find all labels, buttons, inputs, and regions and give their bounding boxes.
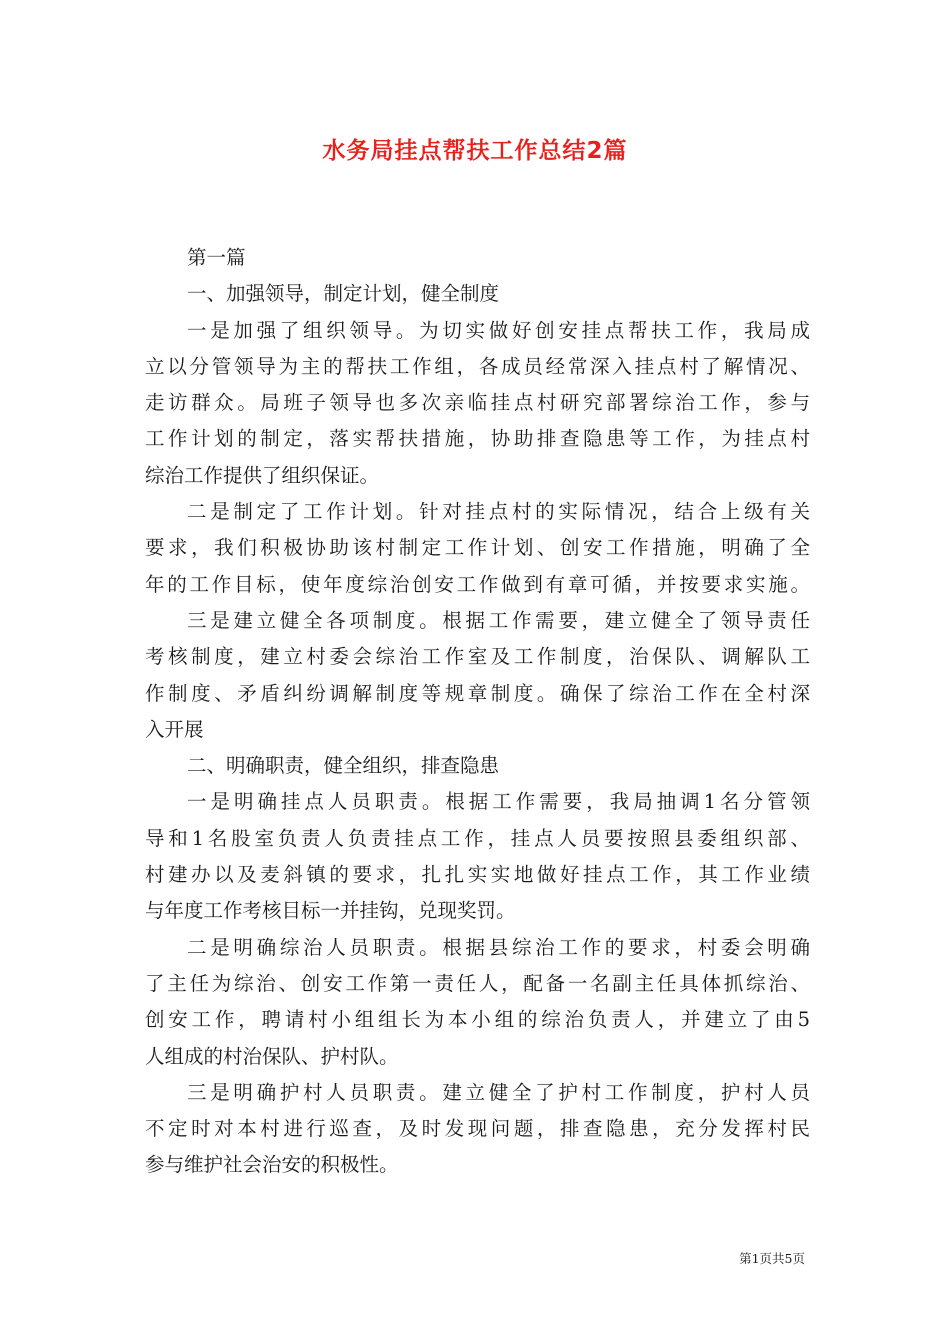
- text-line: 综治工作提供了组织保证。: [145, 463, 380, 487]
- text-line: 作制度、矛盾纠纷调解制度等规章制度。确保了综治工作在全村深: [145, 681, 810, 705]
- text-line: 导和1名股室负责人负责挂点工作，挂点人员要按照县委组织部、: [145, 826, 810, 850]
- text-line: 要求，我们积极协助该村制定工作计划、创安工作措施，明确了全: [145, 536, 810, 560]
- text-line: 一是加强了组织领导。为切实做好创安挂点帮扶工作，我局成: [187, 318, 810, 342]
- text-line: 三是建立健全各项制度。根据工作需要，建立健全了领导责任: [187, 608, 810, 632]
- text-line: 一是明确挂点人员职责。根据工作需要，我局抽调1名分管领: [187, 790, 810, 814]
- text-line: 不定时对本村进行巡查，及时发现问题，排查隐患，充分发挥村民: [145, 1117, 810, 1141]
- text-line: 立以分管领导为主的帮扶工作组，各成员经常深入挂点村了解情况、: [145, 354, 810, 378]
- text-line: 走访群众。局班子领导也多次亲临挂点村研究部署综治工作，参与: [145, 391, 810, 415]
- text-line: 了主任为综治、创安工作第一责任人，配备一名副主任具体抓综治、: [145, 971, 810, 995]
- text-line: 二、明确职责，健全组织，排查隐患: [187, 754, 500, 778]
- text-line: 工作计划的制定，落实帮扶措施，协助排查隐患等工作，为挂点村: [145, 427, 810, 451]
- page-footer: 第1页共5页: [739, 1251, 805, 1266]
- text-line: 三是明确护村人员职责。建立健全了护村工作制度，护村人员: [187, 1080, 810, 1104]
- text-line: 创安工作，聘请村小组组长为本小组的综治负责人，并建立了由5: [145, 1008, 810, 1032]
- text-line: 二是明确综治人员职责。根据县综治工作的要求，村委会明确: [187, 935, 810, 959]
- text-line: 年的工作目标，使年度综治创安工作做到有章可循，并按要求实施。: [145, 572, 810, 596]
- text-line: 第一篇: [187, 246, 246, 269]
- text-line: 与年度工作考核目标一并挂钩，兑现奖罚。: [145, 899, 516, 923]
- text-line: 入开展: [145, 717, 204, 741]
- document-title: 水务局挂点帮扶工作总结2篇: [322, 138, 628, 164]
- document-body: [145, 240, 810, 1184]
- text-line: 人组成的村治保队、护村队。: [145, 1044, 399, 1068]
- text-line: 参与维护社会治安的积极性。: [145, 1153, 399, 1177]
- text-line: 村建办以及麦斜镇的要求，扎扎实实地做好挂点工作，其工作业绩: [145, 863, 810, 887]
- text-line: 二是制定了工作计划。针对挂点村的实际情况，结合上级有关: [187, 500, 810, 524]
- text-line: 一、加强领导，制定计划，健全制度: [187, 282, 500, 306]
- text-line: 考核制度，建立村委会综治工作室及工作制度，治保队、调解队工: [145, 645, 810, 669]
